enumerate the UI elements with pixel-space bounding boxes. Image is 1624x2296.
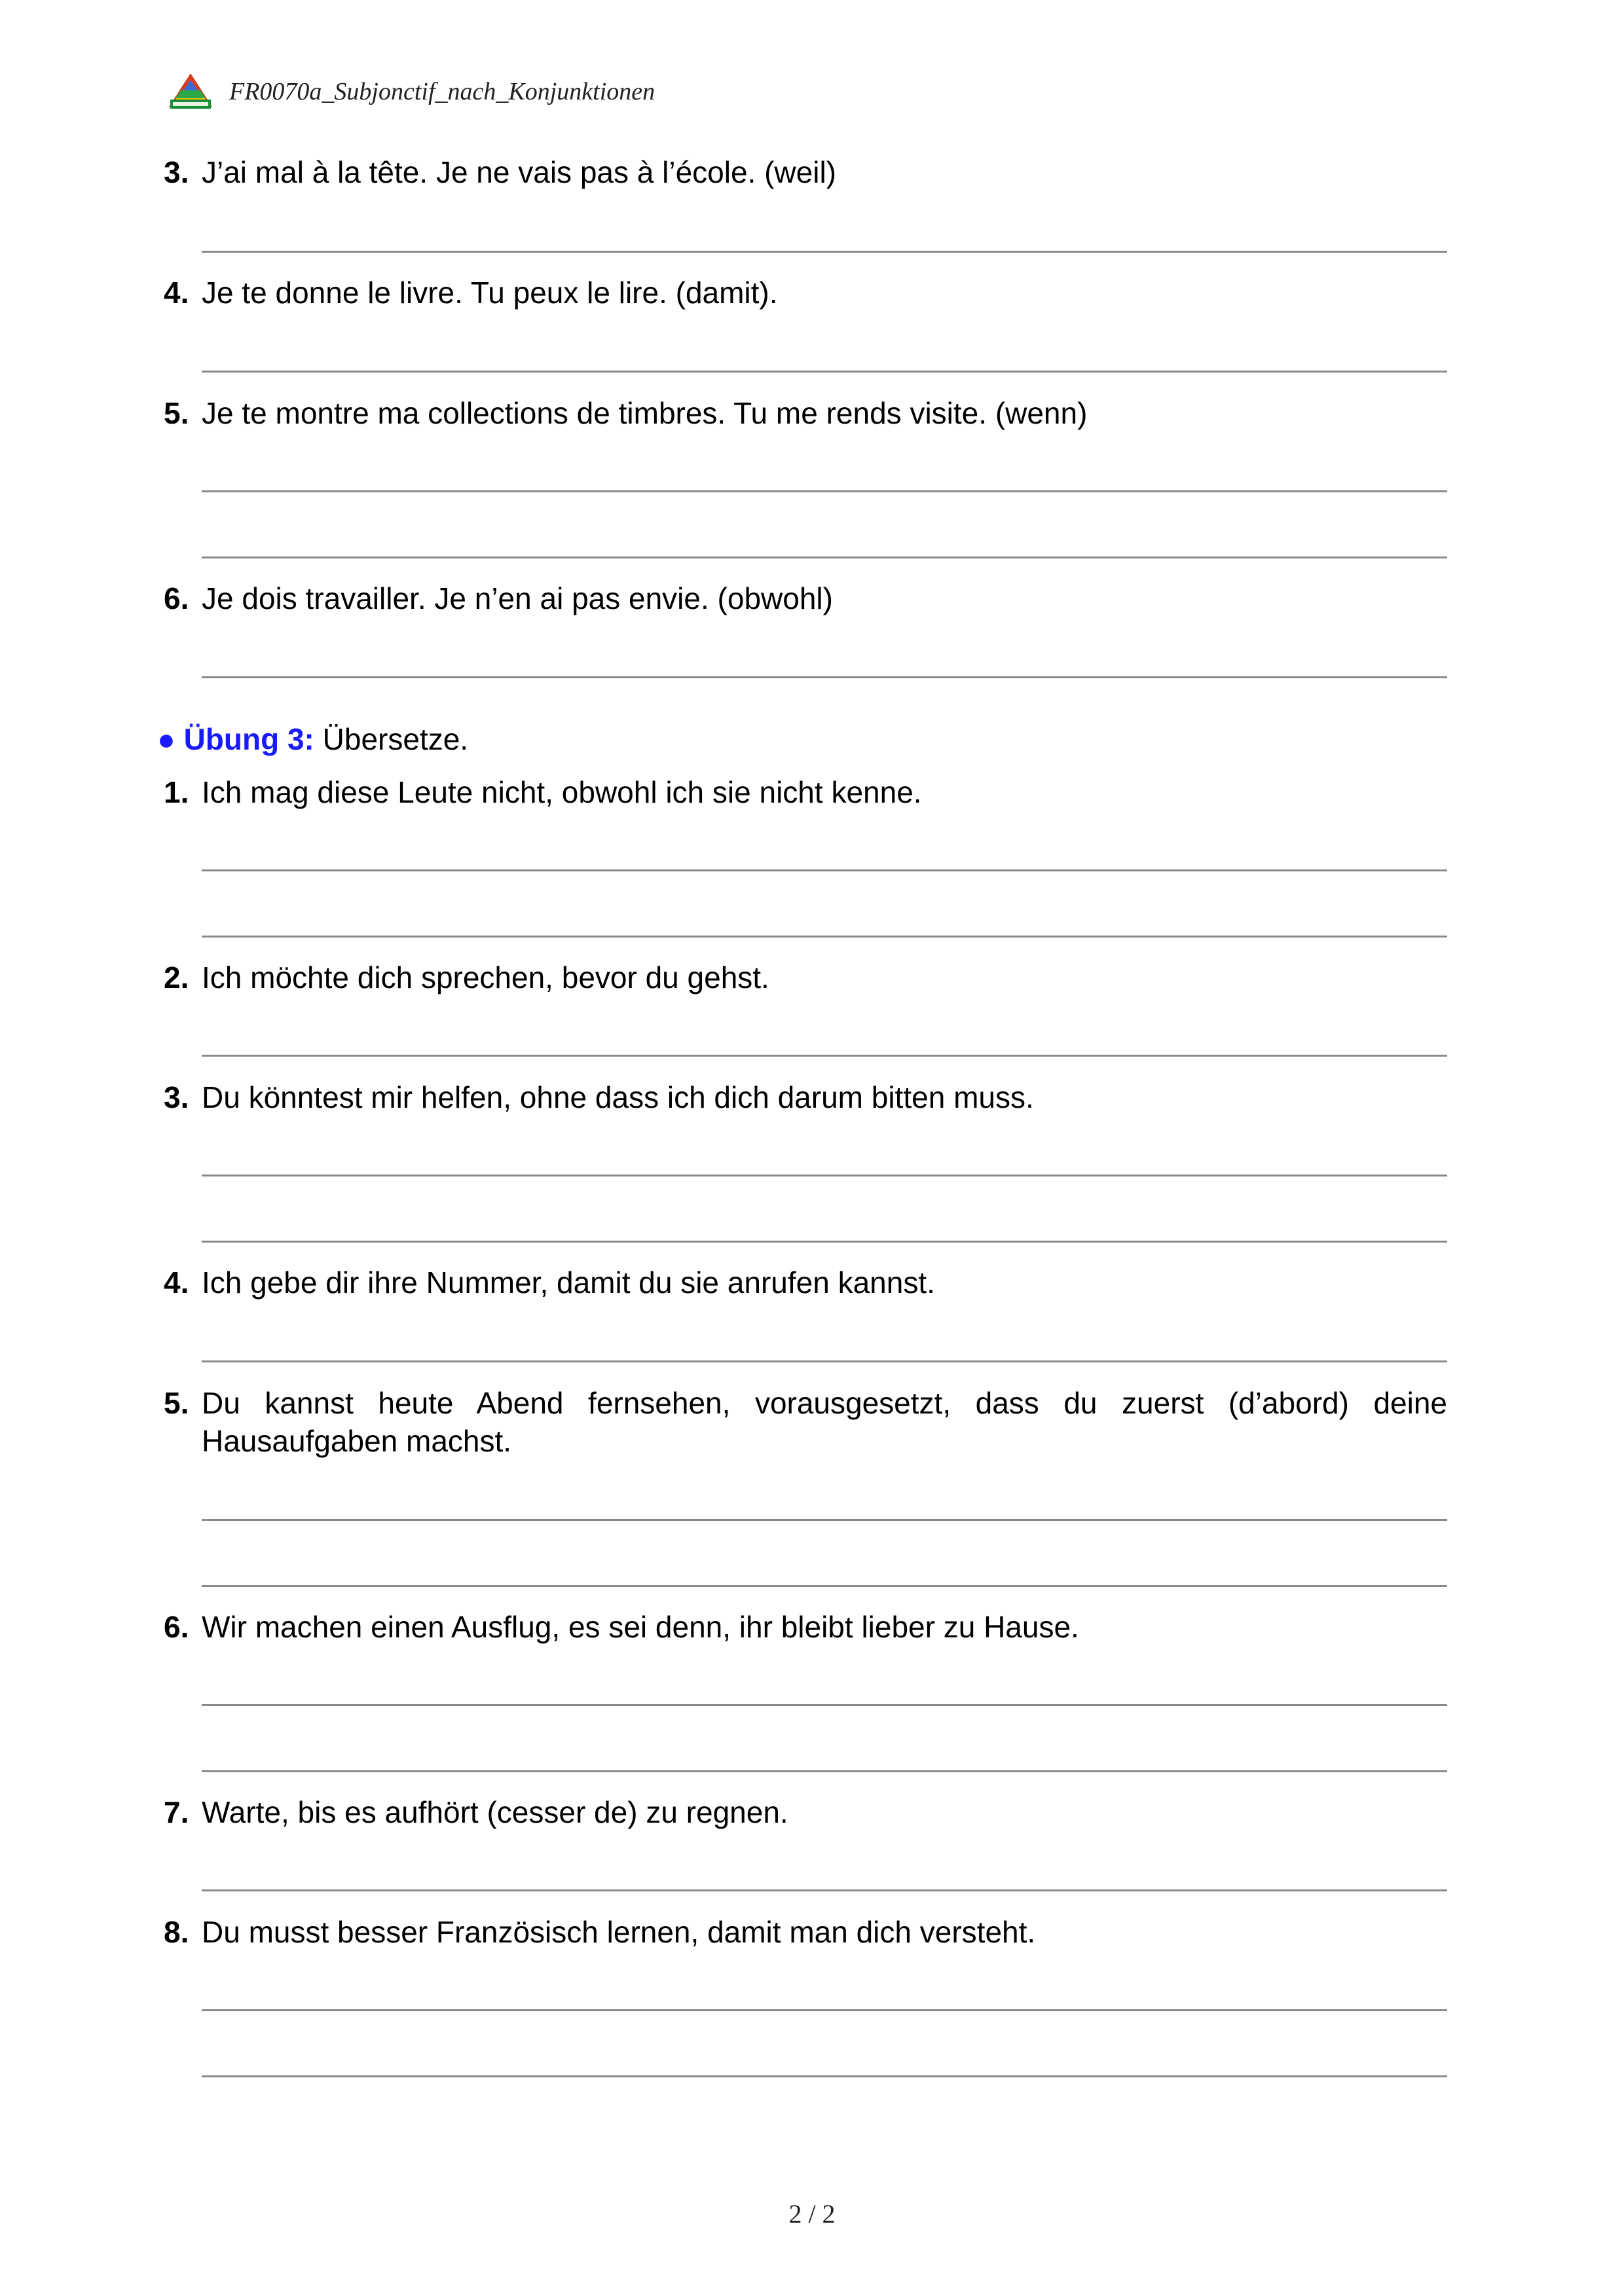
answer-line[interactable]: [202, 1175, 1447, 1176]
item-text: Du kannst heute Abend fernsehen, vorausgesetzt, dass du zuerst (d’abord) deine Hausaufgaben machst.: [202, 1386, 1447, 1458]
item-text: Je te donne le livre. Tu peux le lire. (damit).: [202, 276, 778, 310]
item-number: 3.: [164, 155, 189, 189]
item-text: Je dois travailler. Je n’en ai pas envie. (obwohl): [202, 581, 833, 615]
answer-line[interactable]: [202, 1704, 1447, 1706]
answer-line[interactable]: [202, 556, 1447, 558]
answer-line[interactable]: [202, 1241, 1447, 1243]
exercise-item: [164, 579, 1447, 617]
exercise-label: Übung 3:: [183, 722, 314, 756]
bullet-icon: ●: [157, 722, 175, 756]
item-text: Ich mag diese Leute nicht, obwohl ich sie nicht kenne.: [202, 775, 922, 809]
item-number: 4.: [164, 1266, 189, 1300]
exercise-item: [164, 153, 1447, 191]
answer-line[interactable]: [202, 1889, 1447, 1891]
document-title: FR0070a_Subjonctif_nach_Konjunktionen: [229, 78, 655, 105]
answer-line[interactable]: [202, 1519, 1447, 1521]
exercise-item: [164, 394, 1447, 432]
exercise-item: [164, 1608, 1447, 1646]
exercise-item: [164, 1264, 1447, 1302]
answer-line[interactable]: [202, 1770, 1447, 1772]
answer-line[interactable]: [202, 251, 1447, 253]
item-number: 4.: [164, 276, 189, 310]
exercise-item: [164, 1384, 1447, 1460]
answer-line[interactable]: [202, 1055, 1447, 1057]
item-number: 6.: [164, 581, 189, 615]
item-number: 7.: [164, 1795, 189, 1829]
item-text: Warte, bis es aufhört (cesser de) zu regnen.: [202, 1795, 788, 1829]
item-text: Ich möchte dich sprechen, bevor du gehst.: [202, 960, 769, 994]
exercise-item: [164, 274, 1447, 312]
item-number: 1.: [164, 775, 189, 809]
item-text: Wir machen einen Ausflug, es sei denn, ihr bleibt lieber zu Hause.: [202, 1610, 1079, 1644]
item-text: Du musst besser Französisch lernen, damit man dich versteht.: [202, 1915, 1036, 1949]
exercise-instruction: Übersetze.: [322, 722, 469, 756]
exercise-3-heading: [157, 720, 468, 758]
exercise-item: [164, 958, 1447, 996]
item-number: 5.: [164, 1386, 189, 1420]
item-number: 3.: [164, 1080, 189, 1114]
answer-line[interactable]: [202, 490, 1447, 492]
item-text: Ich gebe dir ihre Nummer, damit du sie anrufen kannst.: [202, 1266, 935, 1300]
answer-line[interactable]: [202, 1585, 1447, 1587]
item-number: 8.: [164, 1915, 189, 1949]
exercise-item: [164, 773, 1447, 811]
item-number: 5.: [164, 396, 189, 430]
page-number: 2 / 2: [788, 2199, 836, 2229]
item-text: J’ai mal à la tête. Je ne vais pas à l’école. (weil): [202, 155, 836, 189]
pyramid-logo-icon: [169, 73, 212, 110]
answer-line[interactable]: [202, 2009, 1447, 2011]
item-number: 6.: [164, 1610, 189, 1644]
item-text: Du könntest mir helfen, ohne dass ich dich darum bitten muss.: [202, 1080, 1034, 1114]
answer-line[interactable]: [202, 936, 1447, 938]
answer-line[interactable]: [202, 371, 1447, 373]
answer-line[interactable]: [202, 676, 1447, 678]
exercise-item: [164, 1913, 1447, 1951]
item-number: 2.: [164, 960, 189, 994]
answer-line[interactable]: [202, 869, 1447, 871]
answer-line[interactable]: [202, 2075, 1447, 2077]
answer-line[interactable]: [202, 1360, 1447, 1362]
exercise-item: [164, 1793, 1447, 1831]
item-text: Je te montre ma collections de timbres. Tu me rends visite. (wenn): [202, 396, 1088, 430]
exercise-item: [164, 1078, 1447, 1116]
